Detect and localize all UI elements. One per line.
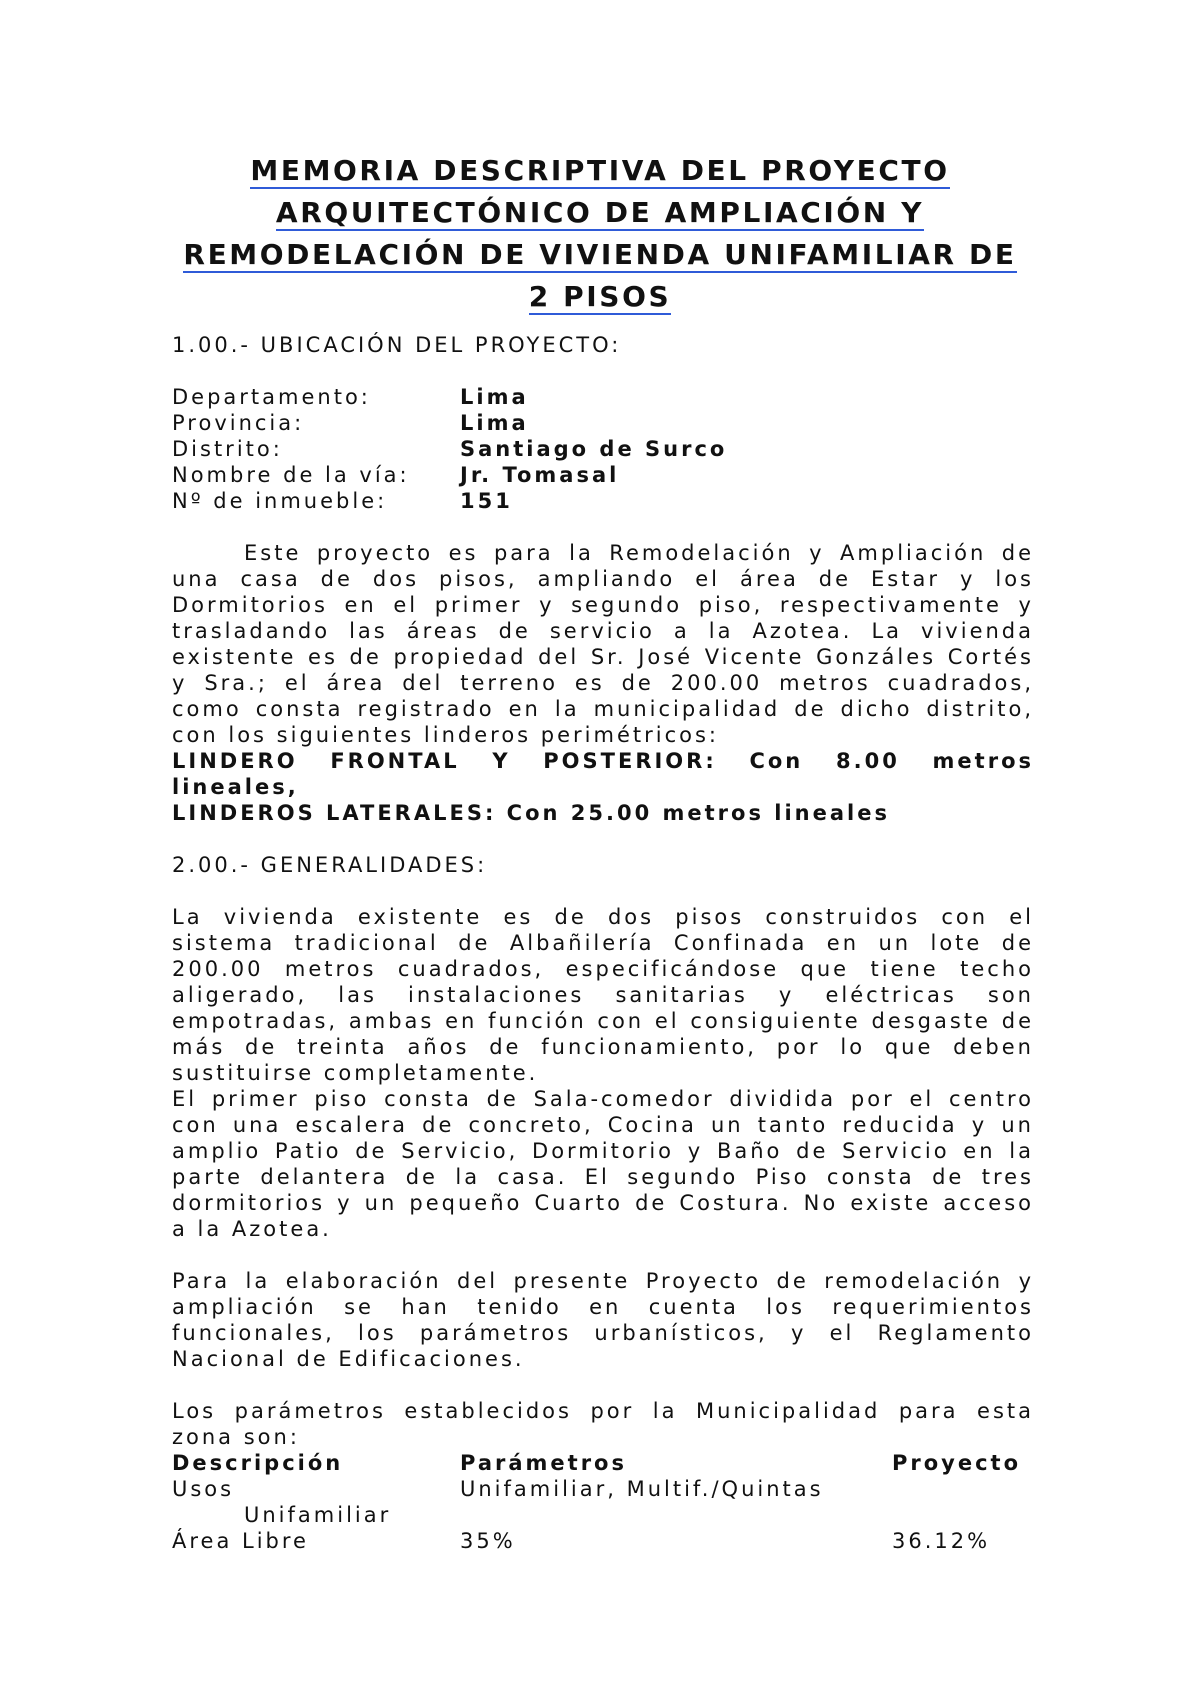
- table-cell-proyecto: 36.12%: [892, 1529, 991, 1553]
- title-line-3: REMODELACIÓN DE VIVIENDA UNIFAMILIAR DE: [183, 238, 1017, 271]
- title-line-4: 2 PISOS: [528, 280, 672, 313]
- location-value: Lima: [460, 385, 529, 409]
- lindero-frontal: LINDERO FRONTAL Y POSTERIOR: Con 8.00 metros lineales,: [172, 749, 1034, 799]
- table-cell-parametros: 35%: [460, 1529, 516, 1553]
- title-line-1: MEMORIA DESCRIPTIVA DEL PROYECTO: [250, 154, 950, 187]
- table-header-descripcion: Descripción: [172, 1451, 344, 1475]
- location-value: Santiago de Surco: [460, 437, 728, 461]
- location-label: Nombre de la vía:: [172, 463, 410, 487]
- generalidades-paragraph-4: Los parámetros establecidos por la Municipalidad para esta zona son:: [172, 1399, 1034, 1449]
- table-cell-descripcion: Área Libre: [172, 1529, 309, 1553]
- table-cell-proyecto: [892, 1476, 1034, 1502]
- project-paragraph: Este proyecto es para la Remodelación y Ampliación de una casa de dos pisos, ampliando el área de Estar y los Dormitorios en el primer y segundo piso, respectivamente y trasladando las áreas de servicio a la Azotea. La vivienda existente es de propiedad del Sr. José Vicente Gonzáles Cortés y Sra.; el área del terreno es de 200.00 metros cuadrados, como consta registrado en la municipalidad de dicho distrito, con los siguientes linderos perimétricos:: [172, 541, 1034, 747]
- document-body: [172, 332, 1034, 1554]
- linderos-laterales: LINDEROS LATERALES: Con 25.00 metros lineales: [172, 801, 890, 825]
- location-label: Nº de inmueble:: [172, 489, 388, 513]
- location-value: 151: [460, 489, 513, 513]
- section-1-heading: 1.00.- UBICACIÓN DEL PROYECTO:: [172, 333, 622, 357]
- table-cell-parametros: Unifamiliar, Multif./Quintas: [460, 1477, 824, 1501]
- parameters-table: [172, 1450, 1034, 1554]
- location-label: Departamento:: [172, 385, 371, 409]
- table-cell-descripcion: Usos: [172, 1477, 235, 1501]
- table-header-parametros: Parámetros: [460, 1451, 627, 1475]
- title-line-2: ARQUITECTÓNICO DE AMPLIACIÓN Y: [275, 196, 925, 229]
- section-2-heading: 2.00.- GENERALIDADES:: [172, 853, 488, 877]
- generalidades-paragraph-3: Para la elaboración del presente Proyecto de remodelación y ampliación se han tenido en cuenta los requerimientos funcionales, los parámetros urbanísticos, y el Reglamento Nacional de Edificaciones.: [172, 1269, 1034, 1371]
- document-title: [150, 150, 1050, 318]
- table-cell-sub: Unifamiliar: [244, 1503, 392, 1527]
- location-label: Provincia:: [172, 411, 305, 435]
- generalidades-paragraph-2: El primer piso consta de Sala-comedor dividida por el centro con una escalera de concreto, Cocina un tanto reducida y un amplio Patio de Servicio, Dormitorio y Baño de Servicio en la parte delantera de la casa. El segundo Piso consta de tres dormitorios y un pequeño Cuarto de Costura. No existe acceso a la Azotea.: [172, 1087, 1034, 1241]
- location-value: Jr. Tomasal: [460, 463, 620, 487]
- location-label: Distrito:: [172, 437, 283, 461]
- location-value: Lima: [460, 411, 529, 435]
- location-list: [172, 384, 1034, 514]
- generalidades-paragraph-1: La vivienda existente es de dos pisos construidos con el sistema tradicional de Albañilería Confinada en un lote de 200.00 metros cuadrados, especificándose que tiene techo aligerado, las instalaciones sanitarias y eléctricas son empotradas, ambas en función con el consiguiente desgaste de más de treinta años de funcionamiento, por lo que deben sustituirse completamente.: [172, 905, 1034, 1085]
- table-header-proyecto: Proyecto: [892, 1451, 1022, 1475]
